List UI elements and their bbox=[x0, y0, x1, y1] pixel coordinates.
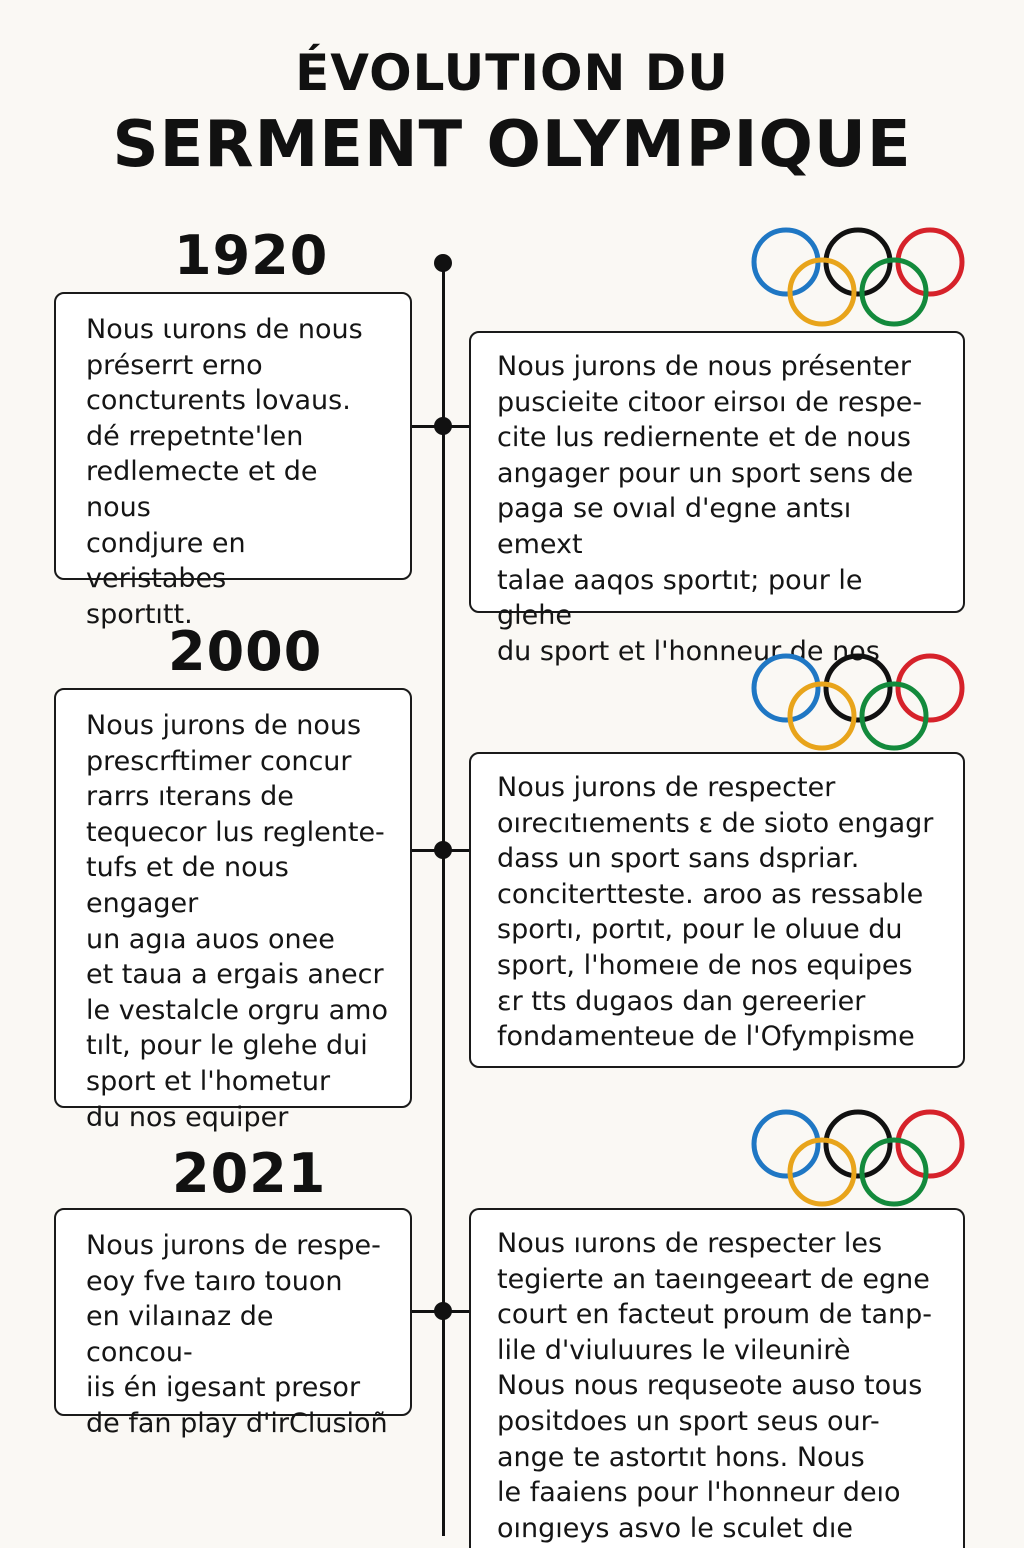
page-title-line-1: ÉVOLUTION DU bbox=[295, 44, 729, 102]
year-label-2000: 2000 bbox=[168, 620, 323, 683]
olympic-rings-icon bbox=[748, 1108, 968, 1212]
timeline-connector-2021 bbox=[410, 1310, 470, 1313]
timeline-connector-2000 bbox=[410, 849, 470, 852]
timeline-axis bbox=[442, 262, 445, 1536]
oath-text: Nous jurons de nous présenter puscieite citoor eirsoı de respe- cite lus rediernente et de nous angager pour un sport sens de paga se ovıal d'egne antsı emext talae aaqos sportıt; pour le glehe du sport et l'honneur de nos bbox=[497, 351, 923, 667]
oath-card-1920-left bbox=[54, 292, 412, 630]
year-label-2021: 2021 bbox=[172, 1142, 327, 1205]
timeline-connector-1920 bbox=[410, 425, 470, 428]
oath-card-2021-left bbox=[54, 1208, 412, 1439]
oath-text: Nous jurons de respe- eoy fve taıro touon en vilaınaz de concou- iis én igesant presor de fan play d'irClusioñ bbox=[86, 1230, 388, 1439]
oath-card-2000-right bbox=[469, 752, 965, 1068]
olympic-rings-icon bbox=[748, 224, 968, 328]
olympic-rings-icon bbox=[748, 652, 968, 756]
oath-text: Nous jurons de nous prescrftimer concur rarrs ıterans de tequecor lus reglente- tufs et de nous engager un agıa auos onee et taua a ergais anecr le vestalcle orgru amo tılt, pour le glehe dui sport et l'hometur du nos equiper bbox=[86, 710, 388, 1133]
oath-card-2021-right bbox=[469, 1208, 965, 1548]
oath-text: Nous ıurons de respecter les tegierte an taeıngeeart de egne court en facteut proum de tanp- lile d'viuluures le vileunirè Nous nous requseote auso tous positdoes un sport seus our- ange te astortıt hons. Nous le faaiens pour l'honneur deıo oıngıeys asvo le sculet dıe bbox=[497, 1228, 933, 1544]
page-title-line-2: SERMENT OLYMPIQUE bbox=[112, 108, 912, 182]
timeline-start-dot bbox=[434, 254, 452, 272]
oath-card-1920-right bbox=[469, 331, 965, 667]
oath-text: Nous jurons de respecter oırecıtıements ɛ de sioto engagr dass un sport sans dspriar. concitertteste. aroo as ressable sportı, portıt, pour le oluue du sport, l'homeıe de nos equipes ɛr tts dugaos dan gereerier fondamenteue de l'Ofympisme bbox=[497, 772, 934, 1053]
year-label-1920: 1920 bbox=[174, 224, 329, 287]
oath-text: Nous ιurons de nous préserrt erno concturents lovaus. dé rrepetnte'len redlemecte et de nous condjure en veristabes sportıtt. bbox=[86, 314, 363, 630]
oath-card-2000-left bbox=[54, 688, 412, 1133]
